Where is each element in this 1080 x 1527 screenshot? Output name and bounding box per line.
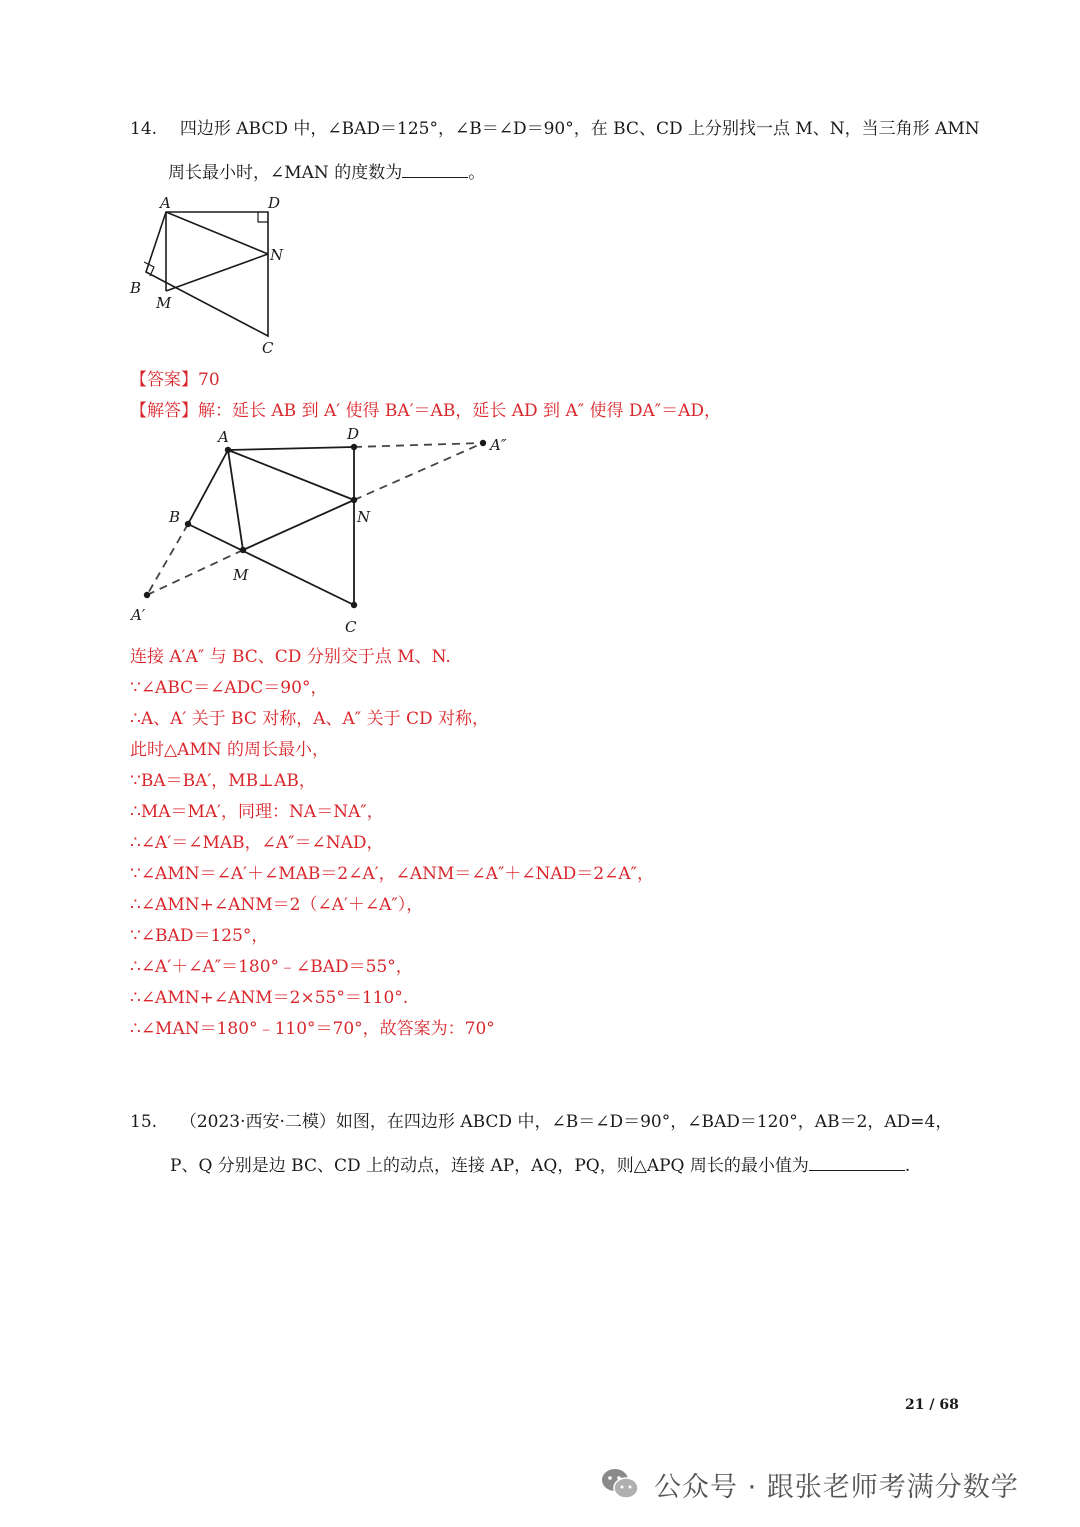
solution-step: ∵∠ABC＝∠ADC＝90°， <box>130 678 328 698</box>
sol-label-a1: A′ <box>131 606 146 624</box>
sol-label-a: A <box>218 428 229 446</box>
solution-step: 连接 A′A″ 与 BC、CD 分别交于点 M、N. <box>130 647 451 667</box>
sol-label-b: B <box>169 508 181 526</box>
q14-line2 <box>168 158 485 183</box>
label-a: A <box>160 194 171 212</box>
segment-ad <box>228 447 354 450</box>
q15-stem-line2: P、Q 分别是边 BC、CD 上的动点，连接 AP，AQ，PQ，则△APQ 周长的最小值为 <box>170 1156 809 1176</box>
point-n <box>351 497 357 503</box>
q14-number: 14. <box>130 119 158 139</box>
segment-mn <box>243 500 354 550</box>
solution-step: 此时△AMN 的周长最小， <box>130 740 330 760</box>
solution-step: ∴∠A′＝∠MAB，∠A″＝∠NAD， <box>130 833 384 853</box>
q15-stem-end: . <box>904 1156 911 1176</box>
label-d: D <box>268 194 281 212</box>
dashed-n-a2 <box>354 443 483 500</box>
point-d <box>351 444 357 450</box>
label-c: C <box>262 339 274 357</box>
segment-an <box>228 450 354 500</box>
solution-step: ∵∠BAD＝125°， <box>130 926 269 946</box>
solution-step: ∴A、A′ 关于 BC 对称，A、A″ 关于 CD 对称， <box>130 709 490 729</box>
dashed-d-a2 <box>354 443 483 447</box>
dashed-a1-m <box>147 550 243 595</box>
point-a2 <box>480 440 486 446</box>
q14-figure <box>122 190 302 360</box>
segment-mn <box>166 254 268 291</box>
q15-line1 <box>130 1107 952 1132</box>
solution-step: ∵∠AMN＝∠A′＋∠MAB＝2∠A′，∠ANM＝∠A″＋∠NAD＝2∠A″， <box>130 864 655 884</box>
solution-step: ∴∠A′＋∠A″＝180°﹣∠BAD＝55°， <box>130 957 413 977</box>
label-b: B <box>130 279 142 297</box>
solution-figure <box>125 422 525 637</box>
segment-an <box>166 212 268 254</box>
solution-step: ∵BA＝BA′，MB⊥AB， <box>130 771 316 791</box>
solution-step: ∴MA＝MA′，同理：NA＝NA″， <box>130 802 384 822</box>
solution-intro: 【解答】解：延长 AB 到 A′ 使得 BA′＝AB，延长 AD 到 A″ 使得 DA″＝AD， <box>130 401 722 421</box>
sol-label-m: M <box>233 566 249 584</box>
sol-label-c: C <box>345 618 357 636</box>
segment-ba <box>188 450 228 524</box>
q14-stem-line1: 四边形 ABCD 中，∠BAD＝125°，∠B＝∠D＝90°，在 BC、CD 上分别找一点 M、N，当三角形 AMN <box>179 119 980 139</box>
q15-number: 15. <box>130 1112 158 1132</box>
dashed-b-a1 <box>147 524 188 595</box>
sol-label-n: N <box>357 508 371 526</box>
q15-stem-line1: （2023·西安·二模）如图，在四边形 ABCD 中，∠B＝∠D＝90°，∠BAD＝120°，AB＝2，AD=4， <box>179 1112 953 1132</box>
label-n: N <box>270 246 284 264</box>
page-number: 21 / 68 <box>905 1397 959 1413</box>
answer-blank <box>402 160 468 178</box>
wechat-icon <box>600 1467 640 1501</box>
point-a <box>225 447 231 453</box>
quadrilateral-abcd <box>146 212 268 336</box>
point-a1 <box>144 592 150 598</box>
watermark <box>600 1462 1019 1506</box>
solution-step: ∴∠AMN+∠ANM＝2×55°＝110°. <box>130 988 409 1008</box>
q15-line2 <box>170 1151 910 1176</box>
q14-stem-line2: 周长最小时，∠MAN 的度数为 <box>168 163 403 183</box>
segment-am <box>228 450 243 550</box>
solution-step: ∴∠MAN＝180°﹣110°＝70°，故答案为：70° <box>130 1019 495 1039</box>
solution-step: ∴∠AMN+∠ANM＝2（∠A′＋∠A″）， <box>130 895 424 915</box>
sol-label-d: D <box>347 425 360 443</box>
point-m <box>240 547 246 553</box>
right-angle-mark-d <box>258 212 268 222</box>
sol-label-a2: A″ <box>490 436 507 454</box>
point-c <box>351 602 357 608</box>
q14-line1 <box>130 114 980 139</box>
q14-stem-end: 。 <box>468 163 486 183</box>
label-m: M <box>156 294 172 312</box>
answer-blank <box>809 1153 905 1171</box>
point-b <box>185 521 191 527</box>
watermark-text: 公众号 · 跟张老师考满分数学 <box>654 1471 1019 1503</box>
answer-line: 【答案】70 <box>130 370 220 390</box>
